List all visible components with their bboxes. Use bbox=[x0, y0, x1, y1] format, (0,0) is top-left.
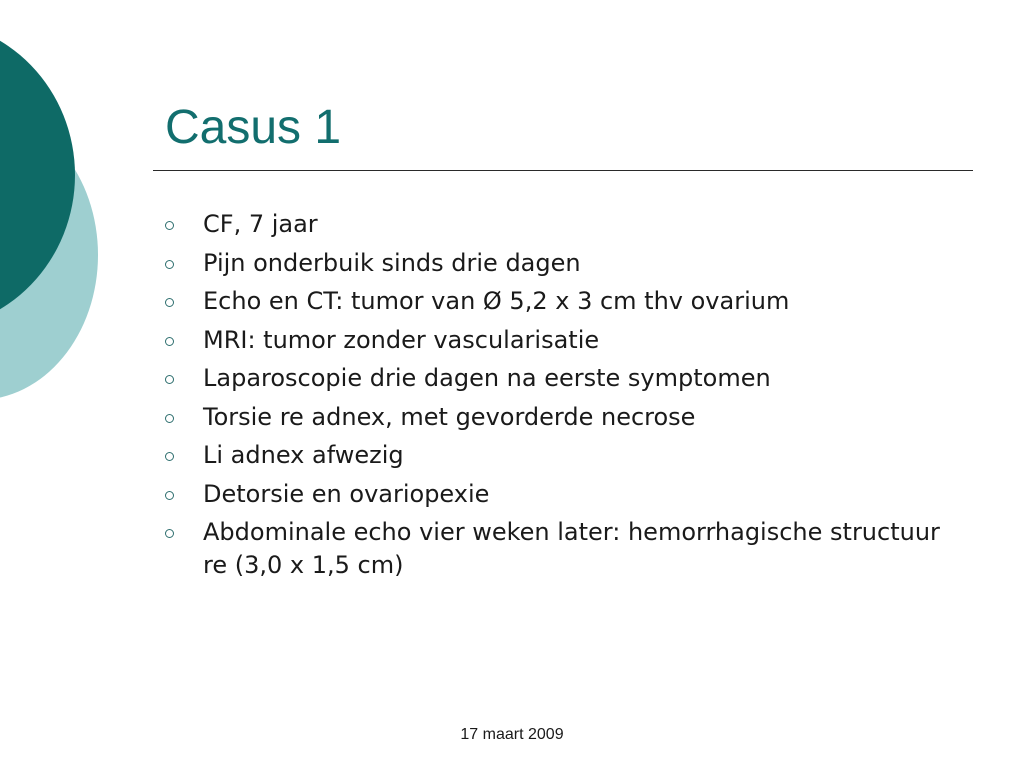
bullet-item bbox=[165, 478, 945, 511]
bullet-text: Detorsie en ovariopexie bbox=[203, 479, 490, 508]
bullet-text: Abdominale echo vier weken later: hemorrhagische structuur re (3,0 x 1,5 cm) bbox=[203, 518, 940, 579]
circle-bullet-icon bbox=[165, 221, 174, 230]
bullet-text: Torsie re adnex, met gevorderde necrose bbox=[203, 402, 696, 431]
circle-bullet-icon bbox=[165, 414, 174, 423]
bullet-text: Laparoscopie drie dagen na eerste symptomen bbox=[203, 364, 771, 392]
circle-bullet-icon bbox=[165, 375, 174, 384]
title-divider bbox=[153, 170, 973, 171]
footer-date: 17 maart 2009 bbox=[460, 726, 564, 743]
slide-title: Casus 1 bbox=[165, 101, 342, 154]
bullet-item bbox=[165, 362, 945, 395]
bullet-item bbox=[165, 516, 945, 582]
bullet-list bbox=[165, 208, 945, 588]
circle-bullet-icon bbox=[165, 491, 174, 500]
circle-bullet-icon bbox=[165, 298, 174, 307]
circle-bullet-icon bbox=[165, 260, 174, 269]
circle-bullet-icon bbox=[165, 337, 174, 346]
bullet-item bbox=[165, 208, 945, 241]
bullet-text: Li adnex afwezig bbox=[203, 441, 404, 469]
circle-bullet-icon bbox=[165, 452, 174, 461]
bullet-item bbox=[165, 285, 945, 318]
bullet-item bbox=[165, 401, 945, 434]
circle-bullet-icon bbox=[165, 529, 174, 538]
bullet-item bbox=[165, 324, 945, 357]
bullet-text: CF, 7 jaar bbox=[203, 210, 318, 238]
bullet-text: Pijn onderbuik sinds drie dagen bbox=[203, 248, 581, 277]
bullet-item bbox=[165, 247, 945, 280]
bullet-item bbox=[165, 439, 945, 472]
bullet-text: Echo en CT: tumor van Ø 5,2 x 3 cm thv ovarium bbox=[203, 287, 790, 315]
bullet-text: MRI: tumor zonder vascularisatie bbox=[203, 325, 600, 354]
